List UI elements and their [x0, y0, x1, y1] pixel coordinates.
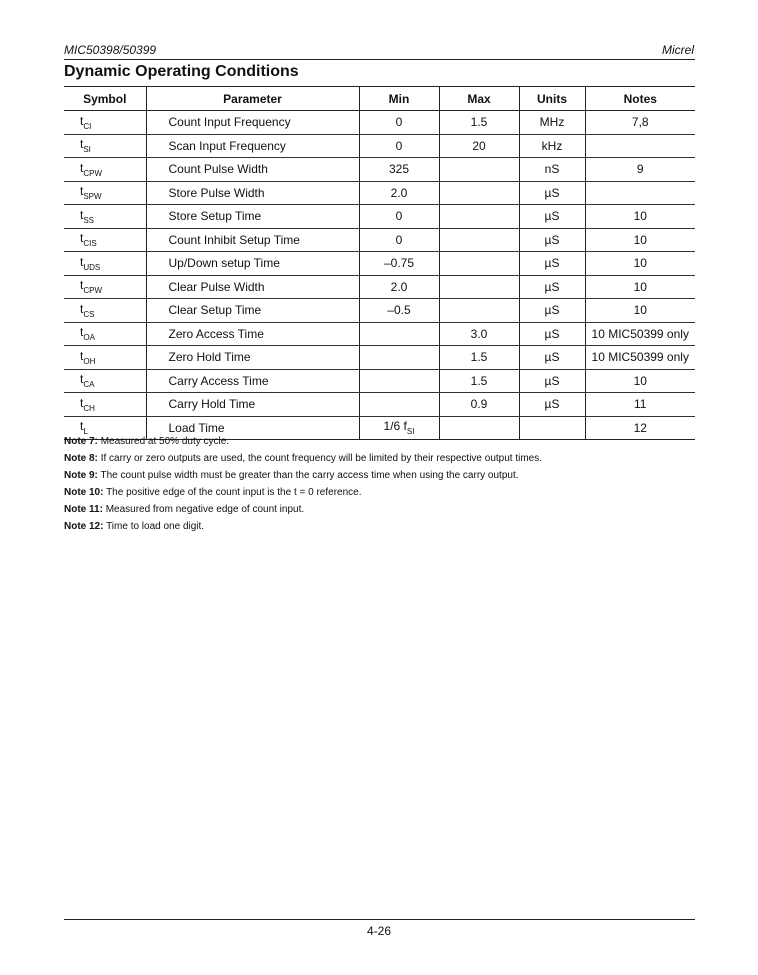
symbol-base: t [80, 137, 84, 152]
col-header-parameter: Parameter [146, 87, 359, 111]
col-header-units: Units [519, 87, 585, 111]
symbol-base: t [80, 113, 84, 128]
min-cell [359, 322, 439, 346]
dynamic-conditions-table [64, 86, 695, 440]
symbol-cell [64, 322, 146, 346]
section-title: Dynamic Operating Conditions [64, 63, 299, 80]
units-cell: µS [519, 275, 585, 299]
min-cell [359, 205, 439, 229]
note-item [64, 484, 542, 501]
symbol-subscript: SPW [83, 192, 102, 202]
symbol-base: t [80, 419, 84, 434]
units-cell: kHz [519, 134, 585, 158]
note-label: Note 10: [64, 487, 104, 498]
min-value: 325 [388, 162, 410, 177]
symbol-cell [64, 299, 146, 323]
col-header-min: Min [359, 87, 439, 111]
min-subscript: SI [406, 427, 415, 437]
symbol-subscript: OA [83, 333, 95, 343]
units-cell: µS [519, 228, 585, 252]
min-cell [359, 346, 439, 370]
note-label: Note 8: [64, 453, 98, 464]
symbol-subscript: CS [83, 309, 95, 319]
table-header-row [64, 87, 695, 111]
symbol-subscript: L [83, 427, 88, 437]
notes-cell: 7,8 [585, 111, 695, 135]
symbol-base: t [80, 301, 84, 316]
symbol-base: t [80, 348, 84, 363]
symbol-subscript: CPW [83, 286, 103, 296]
table-row [64, 393, 695, 417]
note-text: The count pulse width must be greater than the carry access time when using the carry output. [100, 470, 519, 481]
table-row [64, 181, 695, 205]
note-label: Note 7: [64, 436, 98, 447]
min-cell [359, 181, 439, 205]
symbol-cell [64, 252, 146, 276]
symbol-base: t [80, 278, 84, 293]
col-header-symbol: Symbol [64, 87, 146, 111]
notes-cell: 10 [585, 299, 695, 323]
max-cell: 1.5 [439, 369, 519, 393]
max-cell: 0.9 [439, 393, 519, 417]
notes-cell [585, 134, 695, 158]
min-cell [359, 369, 439, 393]
notes-cell: 10 MIC50399 only [585, 346, 695, 370]
table-row [64, 205, 695, 229]
min-value: 2.0 [390, 185, 408, 200]
symbol-base: t [80, 207, 84, 222]
symbol-subscript: OH [83, 356, 96, 366]
symbol-subscript: SI [83, 145, 91, 155]
table-row [64, 228, 695, 252]
symbol-subscript: SS [83, 215, 95, 225]
symbol-subscript: CPW [83, 168, 103, 178]
note-label: Note 9: [64, 470, 98, 481]
footer-rule [64, 919, 695, 920]
symbol-base: t [80, 325, 84, 340]
notes-cell [585, 181, 695, 205]
parameter-cell: Zero Access Time [146, 322, 359, 346]
symbol-cell [64, 393, 146, 417]
symbol-cell [64, 134, 146, 158]
table-row [64, 369, 695, 393]
units-cell: µS [519, 181, 585, 205]
header-rule [64, 59, 695, 60]
parameter-cell: Load Time [146, 416, 359, 440]
note-label: Note 11: [64, 504, 103, 515]
units-cell: µS [519, 205, 585, 229]
max-cell [439, 252, 519, 276]
col-header-max: Max [439, 87, 519, 111]
table-row [64, 111, 695, 135]
parameter-cell: Clear Pulse Width [146, 275, 359, 299]
notes-cell: 10 [585, 228, 695, 252]
max-cell [439, 158, 519, 182]
max-cell: 1.5 [439, 111, 519, 135]
min-cell [359, 134, 439, 158]
min-cell [359, 158, 439, 182]
min-value: 0 [395, 115, 403, 130]
notes-list [64, 433, 542, 535]
max-cell [439, 205, 519, 229]
parameter-cell: Zero Hold Time [146, 346, 359, 370]
symbol-subscript: CH [83, 403, 95, 413]
symbol-subscript: CA [83, 380, 95, 390]
units-cell: MHz [519, 111, 585, 135]
max-cell [439, 228, 519, 252]
symbol-cell [64, 369, 146, 393]
parameter-cell: Store Setup Time [146, 205, 359, 229]
symbol-subscript: CI [83, 121, 92, 131]
notes-cell: 10 [585, 369, 695, 393]
table-row [64, 134, 695, 158]
units-cell: µS [519, 369, 585, 393]
parameter-cell: Scan Input Frequency [146, 134, 359, 158]
note-item [64, 518, 542, 535]
note-item [64, 450, 542, 467]
min-cell [359, 299, 439, 323]
note-item [64, 501, 542, 518]
table-row [64, 322, 695, 346]
symbol-cell [64, 205, 146, 229]
notes-cell: 9 [585, 158, 695, 182]
symbol-cell [64, 275, 146, 299]
notes-cell: 10 MIC50399 only [585, 322, 695, 346]
table-row [64, 158, 695, 182]
symbol-cell [64, 181, 146, 205]
symbol-cell [64, 158, 146, 182]
min-cell [359, 111, 439, 135]
notes-cell: 10 [585, 275, 695, 299]
header-company: Micrel [662, 43, 694, 57]
parameter-cell: Carry Access Time [146, 369, 359, 393]
symbol-subscript: CIS [83, 239, 97, 249]
max-cell [439, 181, 519, 205]
max-cell: 1.5 [439, 346, 519, 370]
min-cell [359, 275, 439, 299]
notes-cell: 11 [585, 393, 695, 417]
min-value: –0.5 [387, 303, 411, 318]
parameter-cell: Count Inhibit Setup Time [146, 228, 359, 252]
symbol-base: t [80, 254, 84, 269]
symbol-subscript: UDS [83, 262, 101, 272]
min-value: 0 [395, 138, 403, 153]
parameter-cell: Store Pulse Width [146, 181, 359, 205]
running-header [64, 43, 694, 58]
note-text: If carry or zero outputs are used, the count frequency will be limited by their respective output times. [100, 453, 543, 464]
symbol-base: t [80, 184, 84, 199]
min-value: 2.0 [390, 279, 408, 294]
units-cell: µS [519, 252, 585, 276]
min-cell [359, 252, 439, 276]
header-part-number: MIC50398/50399 [64, 43, 157, 57]
symbol-base: t [80, 231, 84, 246]
notes-cell: 10 [585, 252, 695, 276]
note-text: The positive edge of the count input is the t = 0 reference. [106, 487, 362, 498]
parameter-cell: Up/Down setup Time [146, 252, 359, 276]
symbol-cell [64, 346, 146, 370]
units-cell: nS [519, 158, 585, 182]
min-value: –0.75 [383, 256, 415, 271]
min-value: 0 [395, 209, 403, 224]
symbol-cell [64, 111, 146, 135]
min-value: 1/6 f [383, 419, 407, 434]
min-value: 0 [395, 232, 403, 247]
units-cell: µS [519, 393, 585, 417]
table-row [64, 275, 695, 299]
note-text: Time to load one digit. [106, 521, 205, 532]
note-label: Note 12: [64, 521, 104, 532]
units-cell: µS [519, 322, 585, 346]
note-text: Measured at 50% duty cycle. [100, 436, 230, 447]
symbol-cell [64, 228, 146, 252]
table-row [64, 299, 695, 323]
table-row [64, 252, 695, 276]
notes-cell: 10 [585, 205, 695, 229]
note-item [64, 433, 542, 450]
symbol-base: t [80, 372, 84, 387]
parameter-cell: Count Pulse Width [146, 158, 359, 182]
parameter-cell: Clear Setup Time [146, 299, 359, 323]
note-text: Measured from negative edge of count input. [105, 504, 305, 515]
parameter-cell: Carry Hold Time [146, 393, 359, 417]
min-cell [359, 393, 439, 417]
max-cell [439, 275, 519, 299]
symbol-base: t [80, 160, 84, 175]
parameter-cell: Count Input Frequency [146, 111, 359, 135]
min-cell [359, 228, 439, 252]
units-cell: µS [519, 299, 585, 323]
note-item [64, 467, 542, 484]
max-cell: 20 [439, 134, 519, 158]
page-number: 4-26 [366, 924, 392, 938]
max-cell: 3.0 [439, 322, 519, 346]
notes-cell: 12 [585, 416, 695, 440]
max-cell [439, 299, 519, 323]
col-header-notes: Notes [585, 87, 695, 111]
symbol-base: t [80, 395, 84, 410]
units-cell: µS [519, 346, 585, 370]
table-row [64, 346, 695, 370]
